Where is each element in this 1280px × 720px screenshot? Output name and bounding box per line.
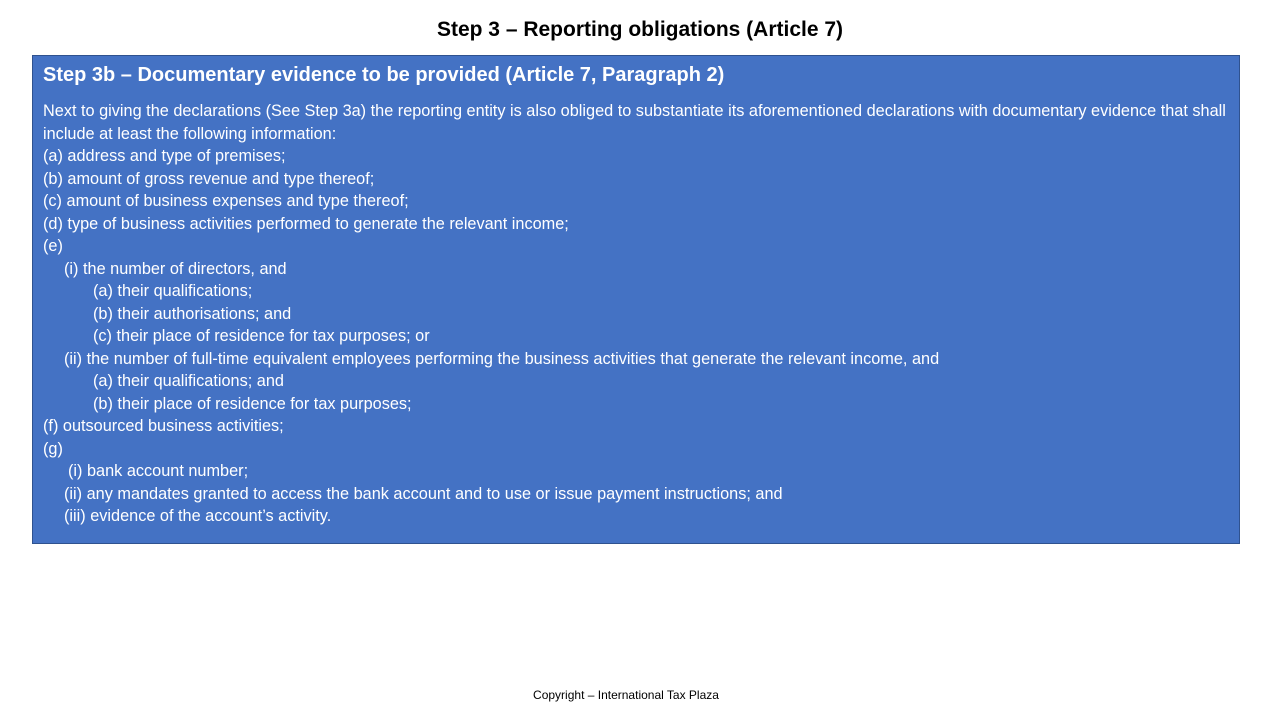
- copyright-footer: Copyright – International Tax Plaza: [533, 688, 719, 702]
- intro-paragraph: Next to giving the declarations (See Step 3a) the reporting entity is also obliged to substantiate its aforementioned declarations with documentary evidence that shall include at least the following information:: [43, 102, 1226, 143]
- list-item-e-i-b: (b) their authorisations; and: [93, 304, 292, 323]
- list-item-e: (e): [43, 237, 63, 255]
- list-item-e-ii-b: (b) their place of residence for tax purposes;: [93, 394, 412, 413]
- list-item-g-i: (i) bank account number;: [68, 462, 249, 480]
- list-item-f: (f) outsourced business activities;: [43, 417, 284, 435]
- list-item-e-ii: (ii) the number of full-time equivalent employees performing the business activities that generate the relevant income, and: [64, 349, 940, 368]
- list-item-e-i: (i) the number of directors, and: [64, 259, 287, 278]
- list-item-g: (g): [43, 439, 63, 458]
- box-heading: Step 3b – Documentary evidence to be provided (Article 7, Paragraph 2): [43, 64, 725, 86]
- list-item-a: (a) address and type of premises;: [43, 147, 286, 165]
- slide-title: Step 3 – Reporting obligations (Article 7): [436, 18, 844, 41]
- list-item-e-i-a: (a) their qualifications;: [93, 282, 253, 300]
- list-item-d: (d) type of business activities performed to generate the relevant income;: [43, 214, 569, 233]
- list-item-g-iii: (iii) evidence of the account’s activity.: [64, 507, 332, 525]
- list-item-e-ii-a: (a) their qualifications; and: [93, 372, 284, 390]
- list-item-c: (c) amount of business expenses and type thereof;: [43, 192, 409, 210]
- list-item-g-ii: (ii) any mandates granted to access the bank account and to use or issue payment instructions; and: [64, 484, 783, 503]
- list-item-e-i-c: (c) their place of residence for tax purposes; or: [93, 327, 430, 345]
- content-box: [32, 55, 1240, 544]
- list-item-b: (b) amount of gross revenue and type thereof;: [43, 169, 375, 188]
